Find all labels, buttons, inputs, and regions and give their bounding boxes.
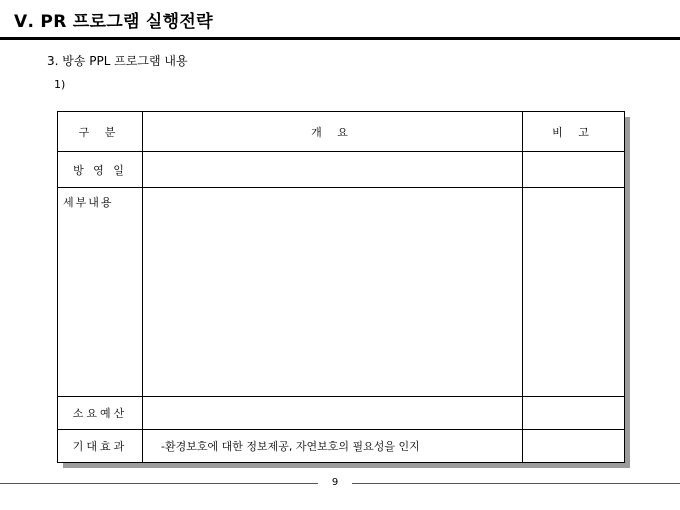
header-category: 구 분: [58, 112, 143, 152]
table-row-air-date: [58, 152, 625, 188]
footer-rule-right: [352, 483, 680, 484]
section-subtitle: 3. 방송 PPL 프로그램 내용: [47, 54, 188, 68]
header-overview: 개 요: [143, 112, 523, 152]
title-underline: [0, 37, 680, 40]
row-note-budget: [523, 397, 625, 430]
row-content-details: [143, 188, 523, 397]
row-note-details: [523, 188, 625, 397]
row-label-details: 세부내용: [58, 188, 143, 397]
row-label-expected-effect: 기대효과: [58, 430, 143, 463]
row-label-air-date: 방 영 일: [58, 152, 143, 188]
table-row-details: [58, 188, 625, 397]
header-remarks: 비 고: [523, 112, 625, 152]
row-content-expected-effect: -환경보호에 대한 정보제공, 자연보호의 필요성을 인지: [143, 430, 523, 463]
row-content-budget: [143, 397, 523, 430]
row-note-expected-effect: [523, 430, 625, 463]
table-row-expected-effect: [58, 430, 625, 463]
row-content-air-date: [143, 152, 523, 188]
row-note-air-date: [523, 152, 625, 188]
table-row-budget: [58, 397, 625, 430]
footer-rule-left: [0, 483, 318, 484]
page-title: Ⅴ. PR 프로그램 실행전략: [14, 12, 213, 32]
page-number: 9: [331, 477, 339, 488]
table-header-row: [58, 112, 625, 152]
program-plan-table: [57, 111, 625, 463]
row-label-budget: 소요예산: [58, 397, 143, 430]
item-number: 1): [54, 78, 66, 91]
